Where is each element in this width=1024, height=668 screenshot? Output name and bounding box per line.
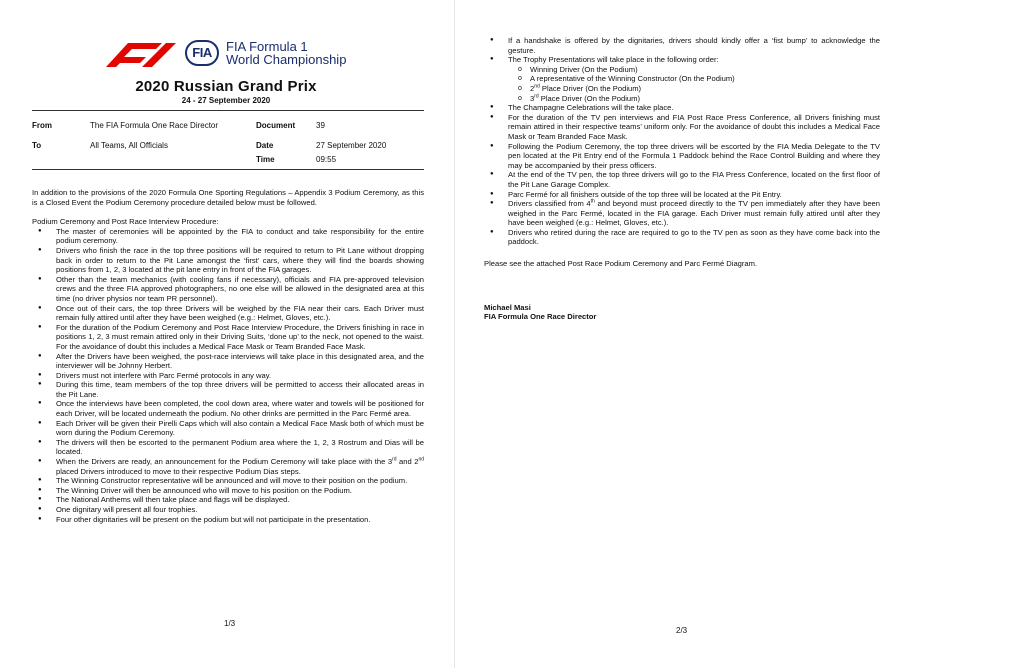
list-item: ● After the Drivers have been weighed, the post-race interviews will take place in this designated area, and the interviewer will be Johnny Herbert. [56,352,424,371]
document-page-1 [0,0,452,668]
fia-badge-icon: FIA [185,40,219,66]
announce-text-b: and 2 [396,457,419,467]
page-2-body [484,36,880,322]
announce-text-a: When the Drivers are ready, an announcement for the Podium Ceremony will take place with the 3 [56,457,393,467]
list-item: ● The Champagne Celebrations will the take place. [508,103,880,113]
list-item-classified [508,199,880,228]
page-number-2: 2/3 [676,626,688,635]
header-rule-bottom [32,169,424,170]
document-value: 39 [316,121,325,130]
f1-logo-icon [100,37,180,69]
classified-text-b: and beyond must proceed directly to the TV pen immediately after they have been weighed in the Parc Fermé, located in the FIA garage. Each Driver must remain fully attired until after they have been weighed (e.g.: Helmet, Gloves, etc.). [508,199,880,228]
from-label: From [32,121,52,130]
see-attached-note: Please see the attached Post Race Podium Ceremony and Parc Fermé Diagram. [484,259,758,269]
signature-name: Michael Masi [484,302,531,312]
list-item: ● Drivers who retired during the race are required to go to the TV pen as soon as they have come back into the paddock. [508,228,880,247]
list-item: ● The Winning Driver will then be announced who will move to his position on the Podium. [56,486,424,496]
list-item: ● Drivers must not interfere with Parc Fermé protocols in any way. [56,371,424,381]
list-item: ● Other than the team mechanics (with cooling fans if necessary), officials and FIA pre-approved television crews and the three FIA approved photographers, no one else will be allowed in the designated area at this time (no driver physios nor team PR personnel). [56,275,424,304]
list-item: ● The master of ceremonies will be appointed by the FIA to conduct and take responsibility for the entire podium ceremony. [56,227,424,246]
list-item: ● For the duration of the Podium Ceremony and Post Race Interview Procedure, the Drivers finishing in race in positions 1, 2, 3 must remain attired only in their Driving Suits, ‘done up’ to the neck, not opened to the waist. For the avoidance of doubt this includes a Medical Face Mask or Team Branded Face Mask. [56,323,424,352]
header-rule-top [32,110,424,111]
list-item: ● During this time, team members of the top three drivers will be permitted to access their allocated areas in the Pit Lane. [56,380,424,399]
procedure-list-continued [484,36,880,247]
page-number-1: 1/3 [224,619,236,628]
header-logos [100,37,400,69]
list-item-announcement [56,457,424,476]
championship-line-1: FIA Formula 1 [226,39,308,54]
intro-paragraph: In addition to the provisions of the 2020 Formula One Sporting Regulations – Appendix 3 Podium Ceremony, as this is a Closed Event the Podium Ceremony procedure detailed below must be followed. [32,188,424,207]
trophy-3-rest: Place Driver (On the Podium) [539,83,642,93]
grand-prix-dates: 24 - 27 September 2020 [181,96,271,105]
trophy-item [530,94,880,104]
sup-nd: nd [418,456,424,463]
time-label: Time [256,155,275,164]
signature-title: FIA Formula One Race Director [484,312,597,322]
list-item: ● Once the interviews have been completed, the cool down area, where water and towels will be positioned for each Driver, will be located underneath the podium. No other drinks are permitted in the Parc Fermé area. [56,399,424,418]
page-1-body [32,188,424,524]
to-label: To [32,141,42,150]
grand-prix-title: 2020 Russian Grand Prix [135,78,317,95]
list-item: ● The National Anthems will then take place and flags will be displayed. [56,495,424,505]
trophy-4-sup: rd [534,93,539,100]
section-title: Podium Ceremony and Post Race Interview Procedure: [32,217,219,227]
page-divider [454,0,455,668]
date-value: 27 September 2020 [316,141,387,150]
list-item: ● Following the Podium Ceremony, the top three drivers will be escorted by the FIA Media Delegate to the TV pen located at the Pit Entry end of the Formula 1 Paddock behind the Race Control Building and where they may be accompanied by their press officers. [508,142,880,171]
trophy-4-num: 3 [530,93,535,103]
trophy-item: o A representative of the Winning Constructor (On the Podium) [530,74,880,84]
from-value: The FIA Formula One Race Director [90,121,219,130]
list-item: ● The drivers will then be escorted to the permanent Podium area where the 1, 2, 3 Rostrum and Dias will be located. [56,438,424,457]
list-item: ● Each Driver will be given their Pirelli Caps which will also contain a Medical Face Mask both of which must be worn during the Podium Ceremony. [56,419,424,438]
list-item: ● Parc Fermé for all finishers outside of the top three will be located at the Pit Entry. [508,190,880,200]
to-value: All Teams, All Officials [90,141,168,150]
trophy-item: o Winning Driver (On the Podium) [530,65,880,75]
list-item-trophy [508,55,880,103]
list-item: ● If a handshake is offered by the dignitaries, drivers should kindly offer a ‘fist bump’ to acknowledge the gesture. [508,36,880,55]
trophy-3-num: 2 [530,83,535,93]
date-label: Date [256,141,274,150]
trophy-intro: The Trophy Presentations will take place in the following order: [508,55,719,65]
document-label: Document [256,121,296,130]
classified-text-a: Drivers classified from 4 [508,199,591,209]
time-value: 09:55 [316,155,337,164]
trophy-order-list [508,65,880,103]
list-item: ● Once out of their cars, the top three Drivers will be weighed by the FIA near their cars. Each Driver must remain fully attired until after they have been weighed (e.g.: Helmet, Gloves, etc.). [56,304,424,323]
trophy-item [530,84,880,94]
announce-text-c: placed Drivers introduced to move to their respective Podium Dias steps. [56,466,301,476]
championship-line-2: World Championship [226,52,347,67]
sup-rd: rd [392,456,397,463]
list-item: ● Drivers who finish the race in the top three positions will be required to return to Pit Lane without dropping back in order to return to the Pit Lane amongst the ‘first’ cars, where they will find the boards showing positions from 1, 2, 3 located at the pit lane entry in front of the FIA garages. [56,246,424,275]
list-item: ● The Winning Constructor representative will be announced and will move to their position on the podium. [56,476,424,486]
list-item: ● One dignitary will present all four trophies. [56,505,424,515]
trophy-4-rest: Place Driver (On the Podium) [538,93,640,103]
sup-th: th [590,198,595,205]
list-item: ● Four other dignitaries will be present on the podium but will not participate in the presentation. [56,515,424,525]
list-item: ● At the end of the TV pen, the top three drivers will go to the FIA Press Conference, located on the first floor of the Pit Lane Garage Complex. [508,170,880,189]
procedure-list [32,227,424,524]
trophy-3-sup: nd [534,83,540,90]
list-item: ● For the duration of the TV pen interviews and FIA Post Race Press Conference, all Drivers finishing must remain attired in their respective teams’ uniform only. For the avoidance of doubt this includes a Medical Face Mask or Team Branded Face Mask. [508,113,880,142]
